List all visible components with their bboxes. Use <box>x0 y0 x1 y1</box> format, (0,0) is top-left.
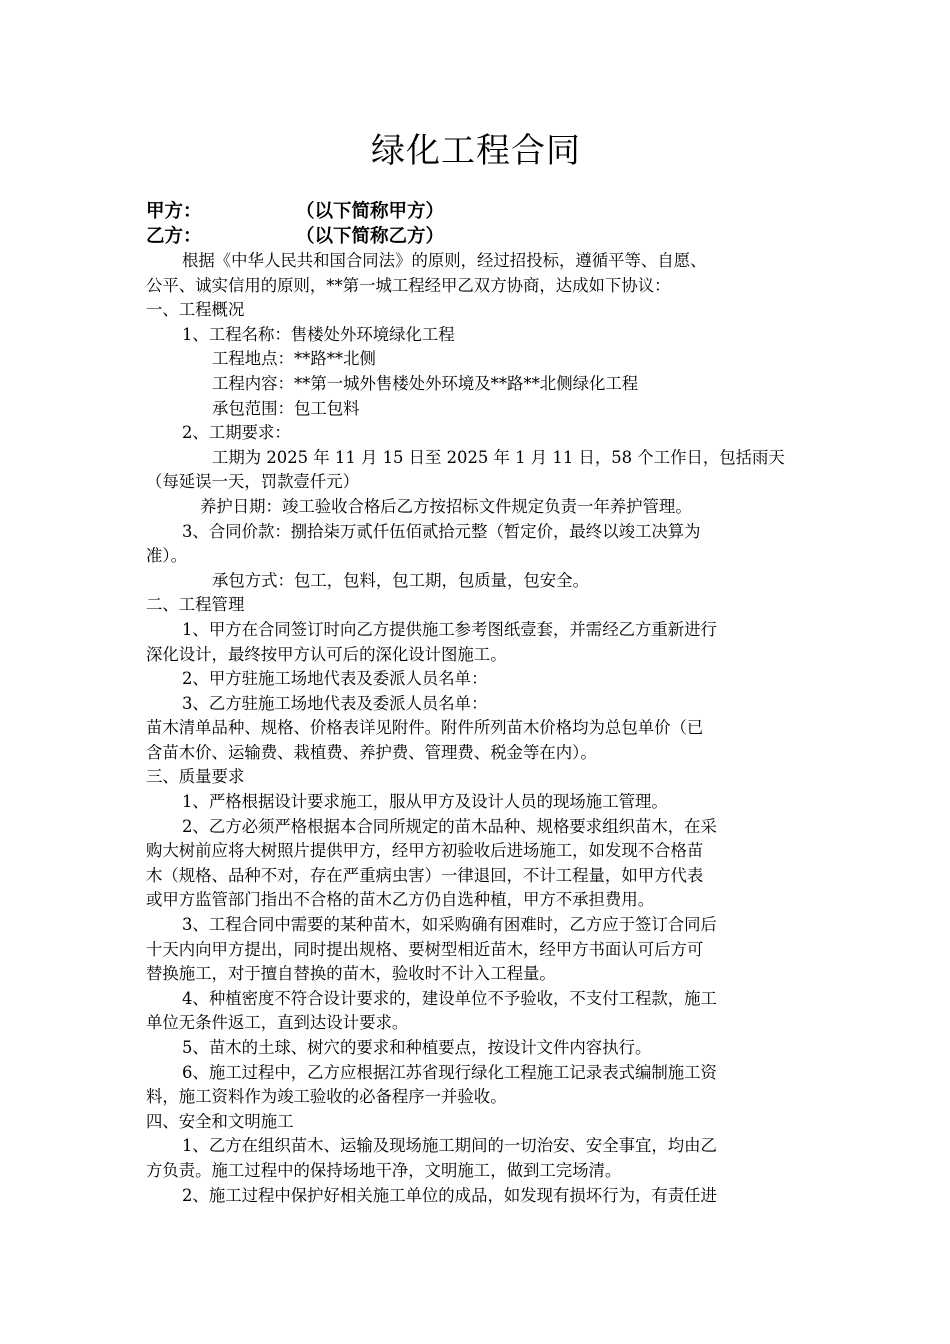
text-line: 养护日期：竣工验收合格后乙方按招标文件规定负责一年养护管理。 <box>200 496 692 516</box>
text-line: 1、工程名称：售楼处外环境绿化工程 <box>182 324 455 344</box>
text-line: 根据《中华人民共和国合同法》的原则，经过招投标，遵循平等、自愿、 <box>182 251 707 270</box>
text-line: 1、乙方在组织苗木、运输及现场施工期间的一切治安、安全事宜，均由乙 <box>182 1136 717 1156</box>
text-line: 5、苗木的土球、树穴的要求和种植要点，按设计文件内容执行。 <box>182 1038 652 1057</box>
text-line: 替换施工，对于擅自替换的苗木，验收时不计入工程量。 <box>146 964 556 984</box>
text-line: 含苗木价、运输费、栽植费、养护费、管理费、税金等在内）。 <box>146 742 597 762</box>
text-line: 6、施工过程中，乙方应根据江苏省现行绿化工程施工记录表式编制施工资 <box>182 1062 717 1082</box>
document-body <box>146 125 806 1208</box>
document-title: 绿化工程合同 <box>371 131 581 171</box>
party-a-label: 甲方： <box>146 201 202 222</box>
party-b-line <box>146 224 806 249</box>
text-line: 十天内向甲方提出，同时提出规格、要树型相近苗木，经甲方书面认可后方可 <box>146 939 704 959</box>
text-line: 木（规格、品种不对，存在严重病虫害）一律退回，不计工程量，如甲方代表 <box>146 865 704 885</box>
section-heading: 三、质量要求 <box>146 767 245 787</box>
text-line: 工程内容：**第一城外售楼处外环境及**路**北侧绿化工程 <box>212 373 639 393</box>
text-line: 工期为 2025 年 11 月 15 日至 2025 年 1 月 11 日，58 个工作日，包括雨天 <box>212 447 785 467</box>
section-heading: 一、工程概况 <box>146 300 245 320</box>
text-line: 2、工期要求： <box>182 423 291 443</box>
text-line: 准）。 <box>146 546 187 566</box>
text-line: 料，施工资料作为竣工验收的必备程序一并验收。 <box>146 1087 507 1107</box>
party-a-line <box>146 199 806 224</box>
section-heading: 二、工程管理 <box>146 595 245 615</box>
party-b-label: 乙方： <box>146 226 202 247</box>
text-line: 深化设计，最终按甲方认可后的深化设计图施工。 <box>146 644 507 664</box>
text-line: 苗木清单品种、规格、价格表详见附件。附件所列苗木价格均为总包单价（已 <box>146 718 704 738</box>
text-line: 3、工程合同中需要的某种苗木，如采购确有困难时，乙方应于签订合同后 <box>182 915 717 935</box>
text-line: 3、合同价款：捌拾柒万贰仟伍佰贰拾元整（暂定价，最终以竣工决算为 <box>182 521 701 541</box>
text-line: 工程地点：**路**北侧 <box>212 349 376 369</box>
text-line: 承包方式：包工，包料，包工期，包质量，包安全。 <box>212 570 589 590</box>
party-a-note: （以下简称甲方） <box>296 201 445 222</box>
text-line: （每延误一天，罚款壹仟元） <box>146 472 360 492</box>
text-line: 承包范围：包工包料 <box>212 398 360 418</box>
text-line: 单位无条件返工，直到达设计要求。 <box>146 1013 409 1033</box>
text-line: 2、乙方必须严格根据本合同所规定的苗木品种、规格要求组织苗木，在采 <box>182 816 717 836</box>
text-line: 4、种植密度不符合设计要求的，建设单位不予验收，不支付工程款，施工 <box>182 988 717 1008</box>
party-b-note: （以下简称乙方） <box>296 226 445 247</box>
section-heading: 四、安全和文明施工 <box>146 1111 294 1131</box>
text-line: 方负责。施工过程中的保持场地干净，文明施工，做到工完场清。 <box>146 1160 622 1180</box>
text-line: 2、甲方驻施工场地代表及委派人员名单： <box>182 669 488 689</box>
contract-text <box>146 249 806 1208</box>
text-line: 3、乙方驻施工场地代表及委派人员名单： <box>182 693 488 713</box>
text-line: 购大树前应将大树照片提供甲方，经甲方初验收后进场施工，如发现不合格苗 <box>146 841 704 861</box>
text-line: 2、施工过程中保护好相关施工单位的成品，如发现有损坏行为，有责任进 <box>182 1185 717 1205</box>
text-line: 公平、诚实信用的原则，**第一城工程经甲乙双方协商，达成如下协议： <box>146 275 671 295</box>
text-line: 1、甲方在合同签订时向乙方提供施工参考图纸壹套，并需经乙方重新进行 <box>182 619 717 639</box>
text-line: 或甲方监管部门指出不合格的苗木乙方仍自选种植，甲方不承担费用。 <box>146 890 655 910</box>
text-line: 1、严格根据设计要求施工，服从甲方及设计人员的现场施工管理。 <box>182 792 668 812</box>
